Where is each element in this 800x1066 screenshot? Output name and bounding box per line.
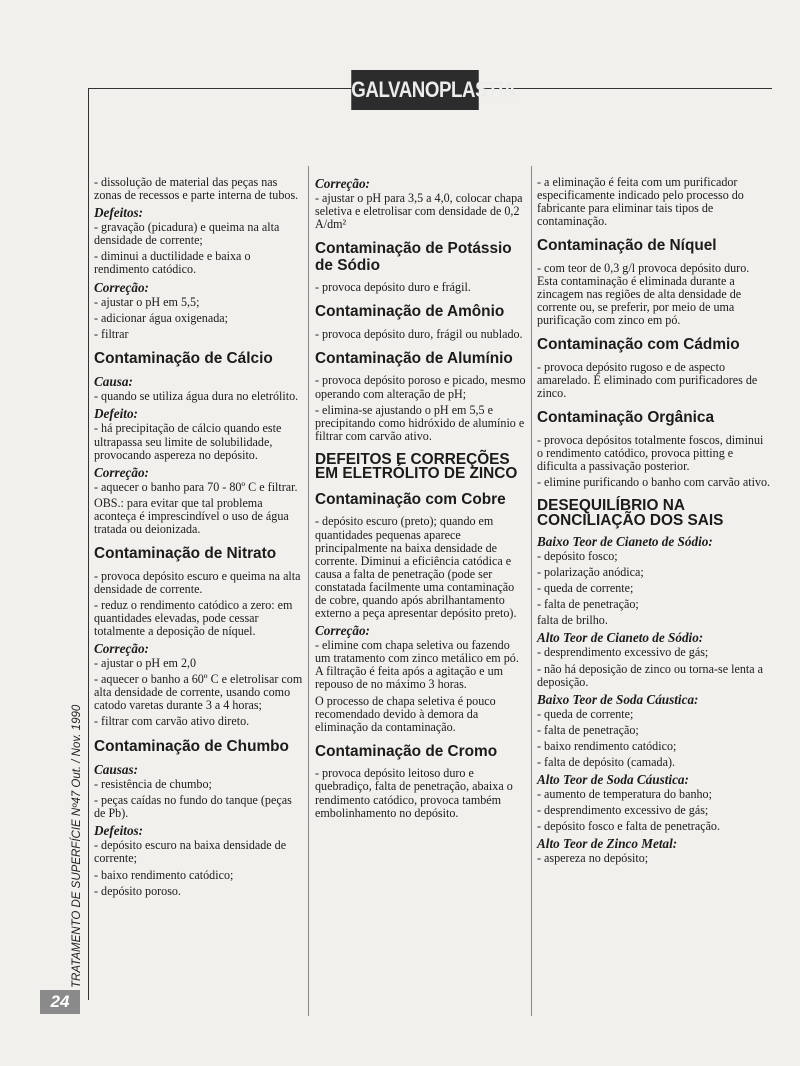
paragraph: - aspereza no depósito; bbox=[537, 851, 649, 866]
subheading: Correção: bbox=[94, 464, 149, 480]
column-separator bbox=[308, 166, 309, 1016]
section-heading: Contaminação de Amônio bbox=[315, 303, 505, 321]
paragraph: - peças caídas no fundo do tanque (peças de Pb). bbox=[94, 793, 292, 821]
paragraph: - dissolução de material das peças nas zonas de recessos e parte interna de tubos. bbox=[94, 175, 299, 203]
paragraph: - polarização anódica; bbox=[537, 565, 644, 580]
subheading: Defeitos: bbox=[94, 205, 144, 221]
page-number: 24 bbox=[40, 990, 80, 1014]
section-banner: GALVANOPLASTIA bbox=[351, 70, 479, 110]
subheading: Causas: bbox=[94, 762, 138, 778]
paragraph: - depósito fosco e falta de penetração. bbox=[537, 819, 721, 834]
paragraph: - diminui a ductilidade e baixa o rendimento catódico. bbox=[94, 249, 251, 277]
subheading: Correção: bbox=[94, 641, 149, 657]
paragraph: - há precipitação de cálcio quando este ultrapassa seu limite de solubilidade, provocando aspereza no depósito. bbox=[94, 421, 282, 462]
column-2 bbox=[315, 176, 528, 823]
paragraph: falta de brilho. bbox=[537, 613, 608, 628]
paragraph: - depósito fosco; bbox=[537, 549, 618, 563]
paragraph: - baixo rendimento catódico; bbox=[94, 867, 234, 882]
section-heading: Contaminação de Cromo bbox=[315, 742, 498, 760]
paragraph: - resistência de chumbo; bbox=[94, 777, 212, 792]
paragraph: - queda de corrente; bbox=[537, 581, 634, 596]
subheading: Baixo Teor de Cianeto de Sódio: bbox=[537, 534, 713, 549]
paragraph: - desprendimento excessivo de gás; bbox=[537, 645, 709, 660]
paragraph: - elimine com chapa seletiva ou fazendo um tratamento com zinco metálico em pó. A filtração é feita após a agitação e um repouso de no máximo 3 horas. bbox=[315, 638, 519, 692]
section-heading: Contaminação de Níquel bbox=[537, 237, 717, 255]
running-title: TRATAMENTO DE SUPERFÍCIE Nº47 Out. / Nov. 1990 bbox=[71, 704, 83, 988]
major-heading: DESEQUILÍBRIO NA CONCILIAÇÃO DOS SAIS bbox=[537, 497, 724, 529]
section-heading: Contaminação de Cálcio bbox=[94, 349, 273, 367]
paragraph: - provoca depósito duro, frágil ou nublado. bbox=[315, 326, 523, 341]
subheading: Correção: bbox=[94, 279, 149, 295]
paragraph: - ajustar o pH em 2,0 bbox=[94, 656, 197, 671]
column-1 bbox=[94, 176, 306, 901]
paragraph: - quando se utiliza água dura no eletrólito. bbox=[94, 389, 299, 404]
paragraph: - queda de corrente; bbox=[537, 706, 634, 721]
paragraph: - aumento de temperatura do banho; bbox=[537, 787, 712, 802]
paragraph: - gravação (picadura) e queima na alta densidade de corrente; bbox=[94, 220, 280, 248]
paragraph: - provoca depósito duro e frágil. bbox=[315, 280, 471, 295]
subheading: Causa: bbox=[94, 374, 133, 390]
paragraph: - provoca depósitos totalmente foscos, diminui o rendimento catódico, provoca pitting e dificulta a passivação posterior. bbox=[537, 432, 764, 473]
paragraph: - aquecer o banho a 60º C e eletrolisar com alta densidade de corrente, usando como catodo varetas durante 3 a 4 horas; bbox=[94, 672, 303, 713]
section-heading: Contaminação de Potássio de Sódio bbox=[315, 240, 512, 274]
paragraph: - filtrar bbox=[94, 326, 129, 341]
section-heading: Contaminação Orgânica bbox=[537, 409, 715, 427]
paragraph: - provoca depósito escuro e queima na alta densidade de corrente. bbox=[94, 568, 301, 596]
paragraph: - elimina-se ajustando o pH em 5,5 e precipitando como hidróxido de alumínio e filtrar com carvão ativo. bbox=[315, 402, 525, 443]
major-heading: DEFEITOS E CORREÇÕES EM ELETRÓLITO DE ZINCO bbox=[315, 450, 518, 483]
paragraph: - falta de depósito (camada). bbox=[537, 755, 676, 770]
column-separator bbox=[531, 166, 532, 1016]
section-heading: Contaminação de Chumbo bbox=[94, 737, 289, 755]
paragraph: - adicionar água oxigenada; bbox=[94, 310, 228, 325]
subheading: Alto Teor de Zinco Metal: bbox=[537, 836, 678, 852]
paragraph: - ajustar o pH em 5,5; bbox=[94, 294, 200, 309]
paragraph: - reduz o rendimento catódico a zero: em quantidades elevadas, pode cessar totalmente a deposição de níquel. bbox=[94, 597, 293, 638]
paragraph: - aquecer o banho para 70 - 80º C e filtrar. bbox=[94, 479, 298, 494]
paragraph: - ajustar o pH para 3,5 a 4,0, colocar chapa seletiva e eletrolisar com densidade de 0,2 A/dm² bbox=[315, 191, 523, 232]
column-3 bbox=[537, 176, 772, 869]
paragraph: OBS.: para evitar que tal problema aconteça é imprescindível o uso de água tratada ou deionizada. bbox=[94, 495, 289, 536]
subheading: Correção: bbox=[315, 176, 370, 191]
subheading: Alto Teor de Soda Cáustica: bbox=[537, 772, 689, 788]
section-heading: Contaminação com Cádmio bbox=[537, 336, 740, 354]
paragraph: - provoca depósito poroso e picado, mesmo operando com alteração de pH; bbox=[315, 373, 526, 401]
paragraph: - depósito escuro (preto); quando em quantidades pequenas aparece principalmente na baixa densidade de corrente. Diminui a eficiência catódica e causa a falta de penetração (pode ser constatada facilmente uma contaminação de cobre, quando após abrilhantamento externo a peça apresentar depósito preto). bbox=[315, 514, 517, 621]
paragraph: O processo de chapa seletiva é pouco recomendado devido à demora da eliminação da contaminação. bbox=[315, 693, 496, 734]
paragraph: - depósito escuro na baixa densidade de corrente; bbox=[94, 838, 287, 866]
paragraph: - provoca depósito leitoso duro e quebradiço, falta de penetração, abaixa o rendimento catódico, provoca também embolinhamento no depósito. bbox=[315, 766, 513, 820]
left-margin-rule bbox=[88, 88, 89, 1000]
paragraph: - falta de penetração; bbox=[537, 722, 639, 737]
subheading: Correção: bbox=[315, 623, 370, 639]
subheading: Defeitos: bbox=[94, 823, 144, 839]
subheading: Defeito: bbox=[94, 406, 138, 422]
section-heading: Contaminação com Cobre bbox=[315, 490, 506, 508]
paragraph: - falta de penetração; bbox=[537, 597, 639, 612]
paragraph: - baixo rendimento catódico; bbox=[537, 738, 677, 753]
paragraph: - desprendimento excessivo de gás; bbox=[537, 803, 709, 818]
paragraph: - não há deposição de zinco ou torna-se lenta a deposição. bbox=[537, 661, 763, 689]
section-heading: Contaminação de Nitrato bbox=[94, 545, 277, 563]
subheading: Baixo Teor de Soda Cáustica: bbox=[537, 691, 699, 707]
paragraph: - provoca depósito rugoso e de aspecto amarelado. É eliminado com purificadores de zinco. bbox=[537, 359, 758, 401]
paragraph: - com teor de 0,3 g/l provoca depósito duro. Esta contaminação é eliminada durante a zincagem nas regiões de alta densidade de corrente ou, se preferir, por meio de uma purificação com zinco em pó. bbox=[537, 260, 750, 328]
paragraph: - a eliminação é feita com um purificador especificamente indicado pelo processo do fabricante para eliminar tais tipos de contaminação. bbox=[537, 175, 744, 229]
subheading: Alto Teor de Cianeto de Sódio: bbox=[537, 630, 704, 646]
paragraph: - filtrar com carvão ativo direto. bbox=[94, 714, 250, 729]
section-heading: Contaminação de Alumínio bbox=[315, 349, 513, 367]
paragraph: - elimine purificando o banho com carvão ativo. bbox=[537, 474, 771, 489]
paragraph: - depósito poroso. bbox=[94, 883, 182, 898]
